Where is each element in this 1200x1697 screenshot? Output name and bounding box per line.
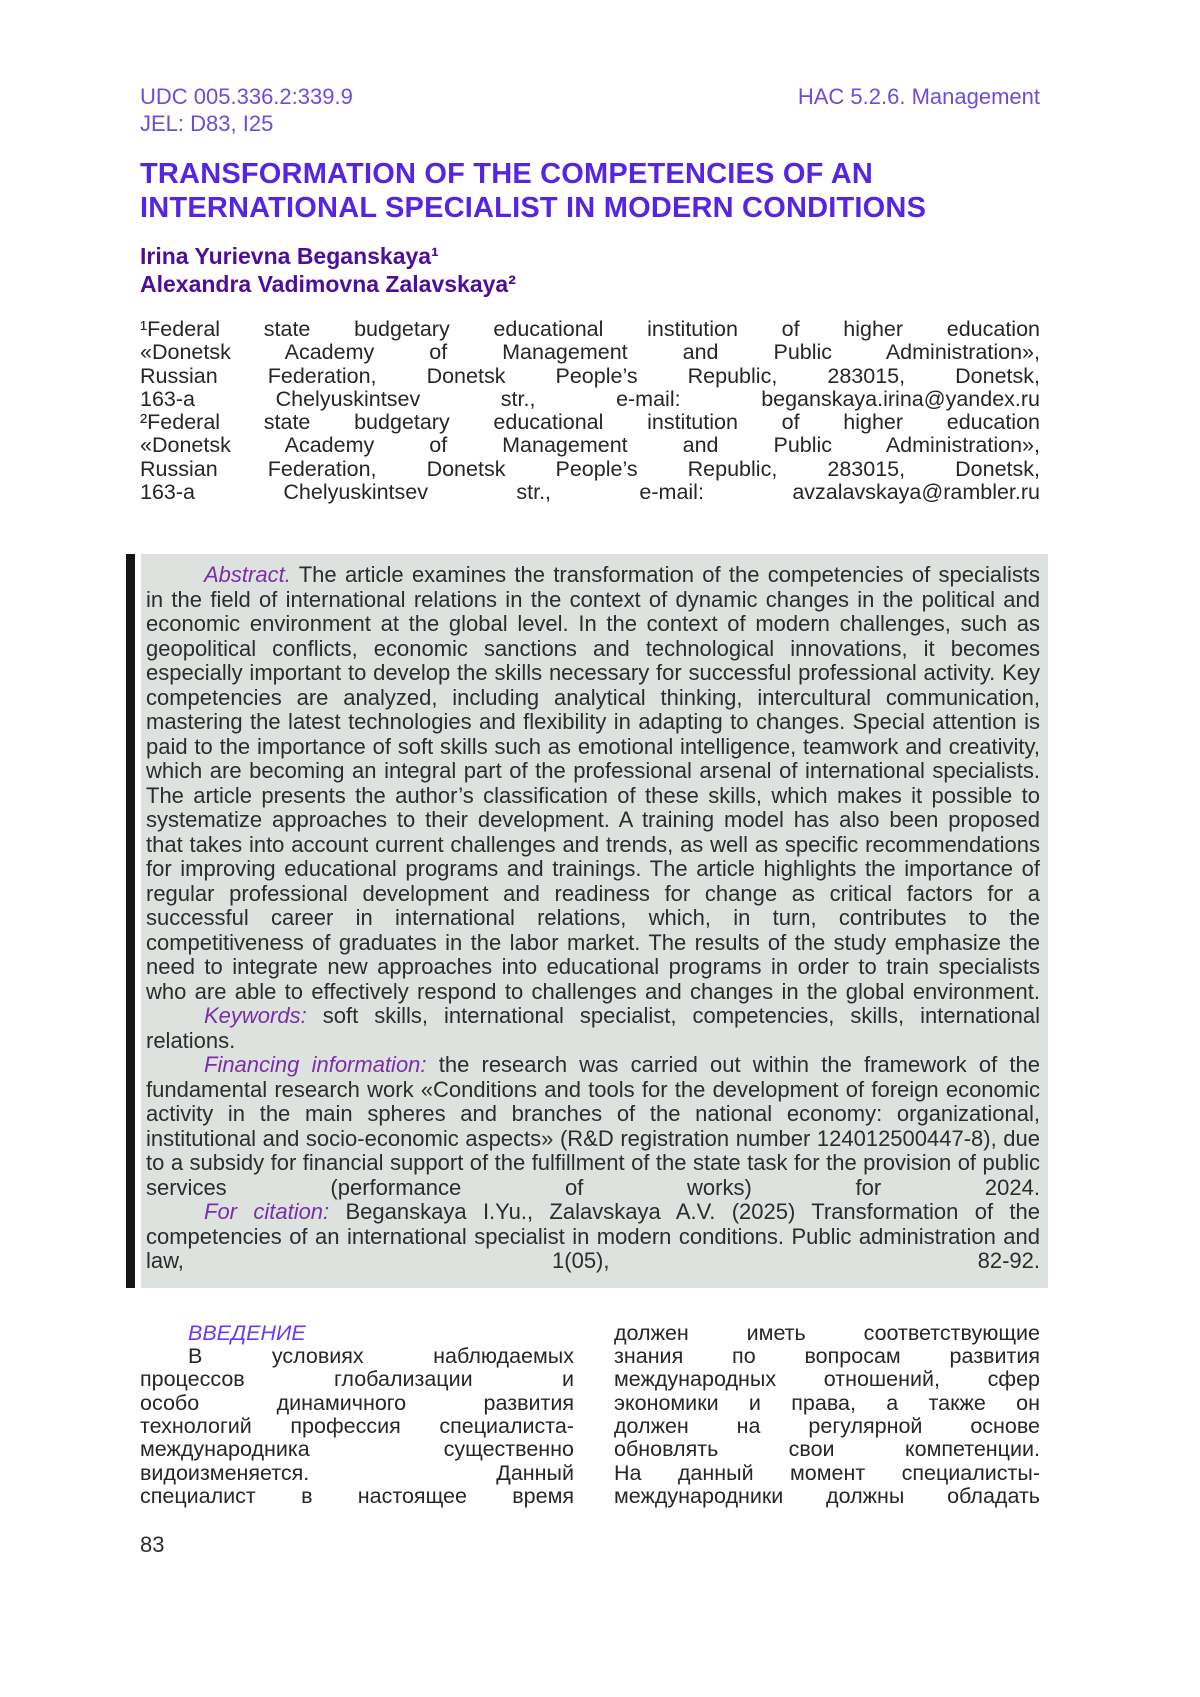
abstract-panel (126, 554, 1048, 1288)
text-line: В условиях наблюдаемых (188, 1344, 574, 1369)
intro-left-text (140, 1345, 574, 1508)
text-line: На данный момент специалисты- (614, 1460, 1040, 1485)
citation-paragraph (146, 1200, 1040, 1274)
abstract-panel-body (141, 554, 1048, 1288)
jel-code: JEL: D83, I25 (140, 111, 274, 136)
intro-right-column (614, 1322, 1040, 1508)
keywords-text: soft skills, international specialist, competencies, skills, international relations. (146, 1003, 1040, 1053)
text-line: международника существенно (140, 1437, 574, 1462)
author-name-1: Irina Yurievna Beganskaya¹ (140, 243, 439, 269)
financing-label: Financing information: (204, 1052, 427, 1078)
text-line: Russian Federation, Donetsk People’s Republic, 283015, Donetsk, (140, 456, 1040, 481)
affiliations-block (140, 318, 1040, 504)
text-line: должен на регулярной основе (614, 1414, 1040, 1439)
text-line: обновлять свои компетенции. (614, 1437, 1040, 1462)
page-number: 83 (140, 1532, 165, 1558)
author-name-2: Alexandra Vadimovna Zalavskaya² (140, 271, 516, 297)
text-line: 163-a Chelyuskintsev str., e-mail: avzalavskaya@rambler.ru (140, 480, 1040, 505)
keywords-paragraph (146, 1004, 1040, 1053)
text-line: специалист в настоящее время (140, 1483, 574, 1508)
text-line: ²Federal state budgetary educational institution of higher education (140, 410, 1040, 435)
udc-code: UDC 005.336.2:339.9 (140, 84, 353, 109)
text-line: видоизменяется. Данный (140, 1460, 574, 1485)
text-line: особо динамичного развития (140, 1390, 574, 1415)
header-row (140, 83, 1040, 110)
text-line: международники должны обладать (614, 1483, 1040, 1508)
text-line: Russian Federation, Donetsk People’s Republic, 283015, Donetsk, (140, 363, 1040, 388)
authors-block (140, 242, 1040, 298)
text-line: процессов глобализации и (140, 1367, 574, 1392)
intro-left-column (140, 1322, 574, 1508)
text-line: знания по вопросам развития (614, 1344, 1040, 1369)
text-line: ¹Federal state budgetary educational institution of higher education (140, 317, 1040, 341)
text-line: «Donetsk Academy of Management and Public Administration», (140, 433, 1040, 458)
citation-text: Beganskaya I.Yu., Zalavskaya A.V. (2025) Transformation of the competencies of an international specialist in modern conditions. Public administration and law, 1(05), 82-92. (146, 1199, 1040, 1274)
jel-row (140, 110, 1040, 137)
text-line: должен иметь соответствующие (614, 1320, 1040, 1345)
abstract-paragraph (146, 563, 1040, 1004)
text-line: международных отношений, сфер (614, 1367, 1040, 1392)
keywords-label: Keywords: (204, 1003, 307, 1029)
abstract-text: The article examines the transformation of the competencies of specialists in the field of international relations in the context of dynamic changes in the political and economic environment at the global level. In the context of modern challenges, such as geopolitical conflicts, economic sanctions and technological innovations, it becomes especially important to develop the skills necessary for successful professional activity. Key competencies are analyzed, including analytical thinking, intercultural communication, mastering the latest technologies and flexibility in adapting to changes. Special attention is paid to the importance of soft skills such as emotional intelligence, teamwork and creativity, which are becoming an integral part of the professional arsenal of international specialists. The article presents the author’s classification of these skills, which makes it possible to systematize approaches to their development. A training model has also been proposed that takes into account current challenges and trends, as well as specific recommendations for improving educational programs and trainings. The article highlights the importance of regular professional development and readiness for change as critical factors for a successful career in international relations, which, in turn, contributes to the competitiveness of graduates in the labor market. The results of the study emphasize the need to integrate new approaches into educational programs in order to train specialists who are able to effectively respond to challenges and changes in the global environment. (146, 562, 1040, 1004)
introduction-section (140, 1322, 1040, 1508)
affiliation-2 (140, 411, 1040, 504)
text-line: технологий профессия специалиста- (140, 1414, 574, 1439)
hac-code: HAC 5.2.6. Management (797, 84, 1040, 109)
text-line: экономики и права, а также он (614, 1390, 1040, 1415)
citation-label: For citation: (204, 1199, 330, 1225)
page-title: TRANSFORMATION OF THE COMPETENCIES OF AN INTERNATIONAL SPECIALIST IN MODERN CONDITIONS (140, 158, 927, 224)
introduction-heading: ВВЕДЕНИЕ (188, 1320, 306, 1345)
text-line: «Donetsk Academy of Management and Public Administration», (140, 340, 1040, 365)
financing-text: the research was carried out within the framework of the fundamental research work «Conditions and tools for the development of foreign economic activity in the main spheres and branches of the national economy: organizational, institutional and socio-economic aspects» (R&D registration number 124012500447-8), due to a subsidy for financial support of the fulfillment of the state task for the provision of public services (performance of works) for 2024. (146, 1052, 1040, 1200)
abstract-accent-bar (126, 554, 135, 1288)
affiliation-1 (140, 318, 1040, 411)
financing-paragraph (146, 1053, 1040, 1200)
abstract-label: Abstract. (204, 562, 291, 588)
text-line: 163-a Chelyuskintsev str., e-mail: beganskaya.irina@yandex.ru (140, 386, 1040, 411)
